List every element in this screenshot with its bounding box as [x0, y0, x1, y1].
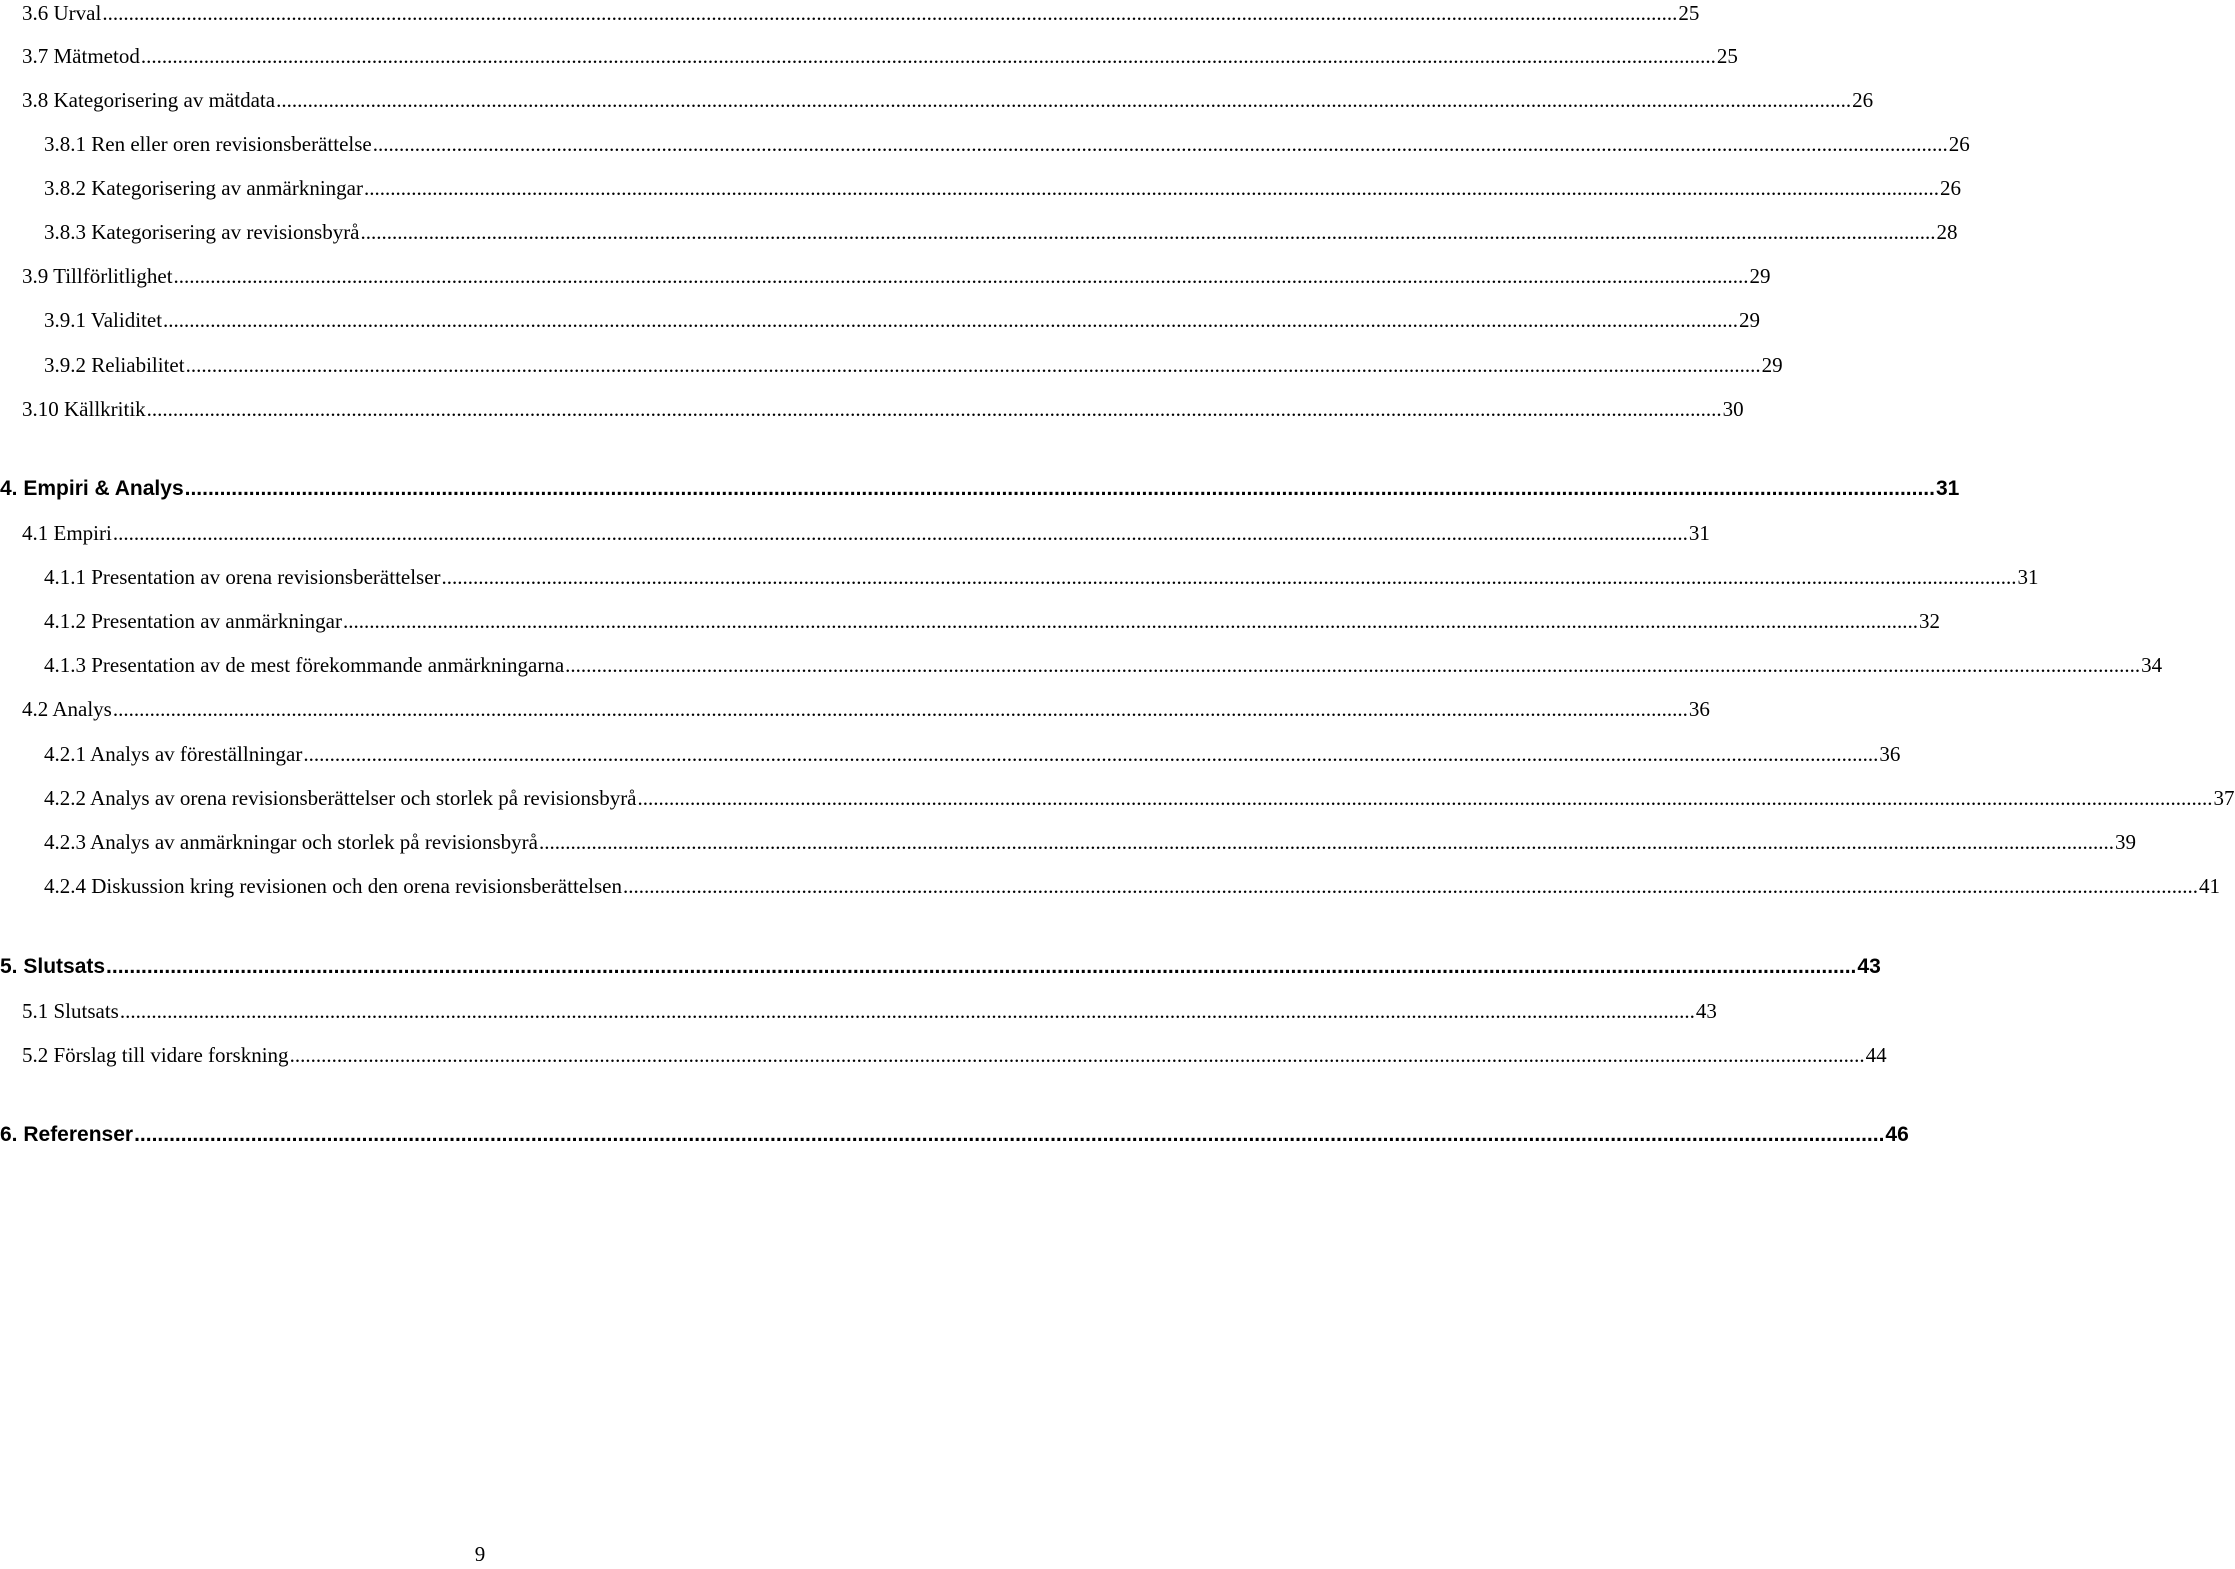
dot-leader: ............................................................................................................................................................................................................................................................................................................ [372, 132, 1948, 156]
toc-entry[interactable] [44, 215, 1958, 245]
toc-entry-page: 29 [1749, 264, 1771, 288]
toc-entry-page: 26 [1852, 88, 1874, 112]
toc-entry[interactable] [22, 83, 1874, 113]
toc-entry-label: 3.8.3 Kategorisering av revisionsbyrå [44, 220, 360, 244]
toc-entry-page: 36 [1688, 697, 1710, 721]
toc-entry-page: 32 [1919, 609, 1940, 633]
toc-entry[interactable] [44, 560, 2039, 590]
toc-entry[interactable] [44, 737, 1901, 767]
toc-entry[interactable] [22, 259, 1771, 289]
toc-entry-page: 34 [2141, 653, 2163, 677]
dot-leader: ............................................................................................................................................................................................................................................................................................................ [637, 786, 2213, 810]
dot-leader: ............................................................................................................................................................................................................................................................................................................ [565, 653, 2141, 677]
toc-entry-label: 4. Empiri & Analys [0, 477, 184, 500]
toc-entry[interactable] [0, 472, 1960, 502]
dot-leader: ............................................................................................................................................................................................................................................................................................................ [184, 477, 1935, 500]
toc-entry-page: 30 [1722, 397, 1744, 421]
toc-entry[interactable] [44, 825, 2136, 855]
dot-leader: ............................................................................................................................................................................................................................................................................................................ [185, 353, 1761, 377]
toc-entry-label: 6. Referenser [0, 1123, 134, 1146]
dot-leader: ............................................................................................................................................................................................................................................................................................................ [112, 697, 1688, 721]
toc-entry-label: 3.8.2 Kategorisering av anmärkningar [44, 176, 363, 200]
toc-entry-page: 41 [2198, 874, 2220, 898]
dot-leader: ............................................................................................................................................................................................................................................................................................................ [289, 1043, 1865, 1067]
toc-entry-label: 5.2 Förslag till vidare forskning [22, 1043, 289, 1067]
toc-entry-label: 3.8.1 Ren eller oren revisionsberättelse [44, 132, 372, 156]
page-number: 9 [474, 1542, 486, 1566]
toc-entry-label: 4.2.4 Diskussion kring revisionen och den orena revisionsberättelsen [44, 874, 622, 898]
toc-entry-label: 3.9.2 Reliabilitet [44, 353, 185, 377]
dot-leader: ............................................................................................................................................................................................................................................................................................................ [538, 830, 2114, 854]
toc-entry-label: 4.1.1 Presentation av orena revisionsberättelser [44, 565, 441, 589]
toc-entry-label: 4.2.1 Analys av föreställningar [44, 742, 303, 766]
toc-entry-label: 3.10 Källkritik [22, 397, 146, 421]
toc-entry-label: 4.1.2 Presentation av anmärkningar [44, 609, 342, 633]
dot-leader: ............................................................................................................................................................................................................................................................................................................ [622, 874, 2198, 898]
dot-leader: ............................................................................................................................................................................................................................................................................................................ [119, 999, 1695, 1023]
toc-entry-page: 25 [1678, 1, 1700, 25]
dot-leader: ............................................................................................................................................................................................................................................................................................................ [102, 1, 1678, 25]
toc-entry-page: 29 [1761, 353, 1783, 377]
toc-entry-page: 31 [1688, 521, 1710, 545]
toc-entry[interactable] [44, 303, 1761, 333]
toc-entry[interactable] [44, 781, 2235, 811]
dot-leader: ............................................................................................................................................................................................................................................................................................................ [441, 565, 2017, 589]
toc-entry[interactable] [22, 692, 1710, 722]
toc-entry-page: 44 [1865, 1043, 1887, 1067]
dot-leader: ............................................................................................................................................................................................................................................................................................................ [360, 220, 1936, 244]
toc-entry-label: 3.9.1 Validitet [44, 308, 163, 332]
toc-entry-page: 26 [1948, 132, 1970, 156]
toc-entry-page: 37 [2213, 786, 2235, 810]
toc-entry-page: 43 [1695, 999, 1717, 1023]
toc-entry[interactable] [22, 0, 1700, 26]
dot-leader: ............................................................................................................................................................................................................................................................................................................ [363, 176, 1939, 200]
dot-leader: ............................................................................................................................................................................................................................................................................................................ [106, 955, 1857, 978]
dot-leader: ............................................................................................................................................................................................................................................................................................................ [276, 88, 1852, 112]
toc-entry-label: 4.2.3 Analys av anmärkningar och storlek på revisionsbyrå [44, 830, 538, 854]
toc-entry-label: 4.1.3 Presentation av de mest förekommande anmärkningarna [44, 653, 565, 677]
toc-entry-page: 43 [1857, 955, 1881, 978]
toc-entry-page: 36 [1879, 742, 1901, 766]
toc-entry-page: 39 [2114, 830, 2136, 854]
toc-entry[interactable] [44, 127, 1970, 157]
toc-entry-page: 31 [1935, 477, 1960, 500]
dot-leader: ............................................................................................................................................................................................................................................................................................................ [146, 397, 1722, 421]
toc-entry[interactable] [22, 1038, 1887, 1068]
toc-entry-label: 4.1 Empiri [22, 521, 112, 545]
dot-leader: ............................................................................................................................................................................................................................................................................................................ [173, 264, 1749, 288]
toc-entry-page: 26 [1939, 176, 1961, 200]
toc-entry-page: 31 [2017, 565, 2039, 589]
toc-entry[interactable] [44, 869, 2220, 899]
toc-entry-label: 3.9 Tillförlitlighet [22, 264, 173, 288]
dot-leader: ............................................................................................................................................................................................................................................................................................................ [343, 609, 1918, 633]
toc-entry-label: 4.2 Analys [22, 697, 112, 721]
toc-entry[interactable] [44, 171, 1961, 201]
toc-entry-label: 3.8 Kategorisering av mätdata [22, 88, 276, 112]
dot-leader: ............................................................................................................................................................................................................................................................................................................ [163, 308, 1739, 332]
toc-entry-label: 3.7 Mätmetod [22, 44, 140, 68]
toc-entry[interactable] [22, 516, 1710, 546]
toc-entry[interactable] [44, 648, 2163, 678]
toc-entry-label: 4.2.2 Analys av orena revisionsberättelser och storlek på revisionsbyrå [44, 786, 637, 810]
toc-entry[interactable] [22, 392, 1744, 422]
toc-entry-label: 5.1 Slutsats [22, 999, 119, 1023]
toc-entry-label: 5. Slutsats [0, 955, 106, 978]
toc-entry[interactable] [22, 39, 1738, 69]
dot-leader: ............................................................................................................................................................................................................................................................................................................ [134, 1123, 1885, 1146]
dot-leader: ............................................................................................................................................................................................................................................................................................................ [112, 521, 1688, 545]
toc-entry-page: 25 [1716, 44, 1738, 68]
toc-entry[interactable] [22, 994, 1717, 1024]
toc-entry-page: 29 [1739, 308, 1761, 332]
toc-entry[interactable] [0, 950, 1881, 980]
toc-entry-label: 3.6 Urval [22, 1, 102, 25]
dot-leader: ............................................................................................................................................................................................................................................................................................................ [140, 44, 1716, 68]
dot-leader: ............................................................................................................................................................................................................................................................................................................ [303, 742, 1879, 766]
toc-entry[interactable] [44, 348, 1783, 378]
toc-entry[interactable] [0, 1118, 1909, 1148]
toc-entry-page: 28 [1936, 220, 1958, 244]
toc-entry-page: 46 [1885, 1123, 1909, 1146]
toc-entry[interactable] [44, 604, 1940, 634]
